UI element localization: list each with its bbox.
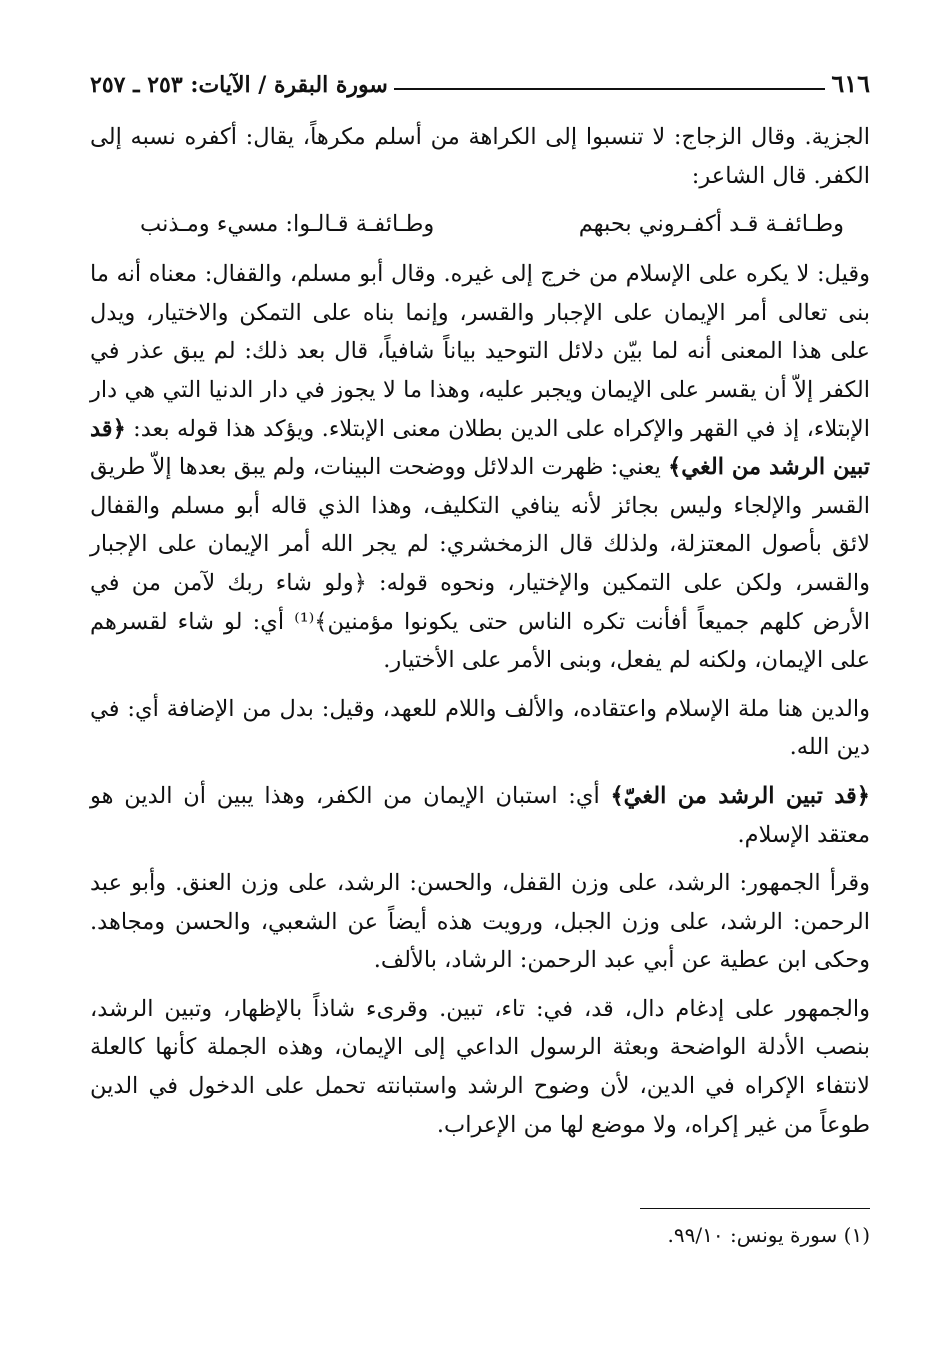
- verse-left-hemistich: وطـائفـة قـالـوا: مسيء ومـذنب: [140, 211, 435, 238]
- main-text: [90, 118, 870, 1154]
- paragraph-2-part-c: أي: لو شاء لقسرهم على الإيمان، ولكنه لم يفعل، وبنى الأمر على الأختيار.: [90, 608, 870, 674]
- header-rule: [394, 88, 825, 90]
- quran-quote-3: ﴿قد تبين الرشد من الغيّ﴾: [610, 782, 870, 809]
- paragraph-3: والدين هنا ملة الإسلام واعتقاده، والألف واللام للعهد، وقيل: بدل من الإضافة أي: في دين الله.: [90, 695, 870, 761]
- quran-quote-2: ﴿ولو شاء ربك لآمن من في الأرض كلهم جميعاً أفأنت تكره الناس حتى يكونوا مؤمنين﴾⁽¹⁾: [90, 569, 870, 635]
- quran-quote-1: ﴿قد تبين الرشد من الغي﴾: [90, 415, 870, 481]
- paragraph-6: والجمهور على إدغام دال، قد، في: تاء، تبين. وقرىء شاذاً بالإظهار، وتبين الرشد، بنصب الأدلة الواضحة وبعثة الرسول الداعي إلى الإيمان، وهذه الجملة كأنها كالعلة لانتفاء الإكراه في الدين، لأن وضوح الرشد واستبانته تحمل على الدخول في الدين طوعاً من غير إكراه، ولا موضع لها من الإعراب.: [90, 995, 870, 1138]
- running-title: سورة البقرة / الآيات: ٢٥٣ ـ ٢٥٧: [90, 72, 388, 98]
- page-header: [90, 64, 870, 98]
- footnote-rule: [640, 1208, 870, 1209]
- paragraph-2-part-b: يعني: ظهرت الدلائل ووضحت البينات، ولم يبق بعدها إلاّ طريق القسر والإلجاء وليس بجائز لأنه ينافي التكليف، وهذا الذي قاله أبو مسلم والقفال لائق بأصول المعتزلة، ولذلك قال الزمخشري: لم يجر الله أمر الإيمان على الإجبار والقسر، ولكن على التمكين والإختيار، ونحوه قوله:: [90, 454, 870, 596]
- paragraph-2: [90, 255, 870, 680]
- verse-right-hemistich: وطـائفـة قـد أكفـروني بحبهم: [578, 211, 844, 238]
- paragraph-1: الجزية. وقال الزجاج: لا تنسبوا إلى الكراهة من أسلم مكرهاً، يقال: أكفره نسبه إلى الكفر. قال الشاعر:: [90, 124, 870, 189]
- paragraph-4: [90, 777, 870, 854]
- poetry-verse: [90, 205, 870, 243]
- footnote: (١) سورة يونس: ٩٩/١٠.: [667, 1223, 870, 1247]
- paragraph-5: وقرأ الجمهور: الرشد، على وزن القفل، والحسن: الرشد، على وزن العنق. وأبو عبد الرحمن: الرشد، على وزن الجبل، ورويت هذه أيضاً عن الشعبي، والحسن ومجاهد. وحكى ابن عطية عن أبي عبد الرحمن: الرشاد، بالألف.: [90, 870, 870, 974]
- paragraph-4-text: أي: استبان الإيمان من الكفر، وهذا يبين أن الدين هو معتقد الإسلام.: [90, 782, 870, 848]
- paragraph-2-part-a: وقيل: لا يكره على الإسلام من خرج إلى غيره. وقال أبو مسلم، والقفال: معناه أنه ما بنى تعالى أمر الإيمان على الإجبار والقسر، وإنما بناه على التمكن والاختيار، ويدل على هذا المعنى أنه لما بيّن دلائل التوحيد بياناً شافياً، قال بعد ذلك: لم يبق عذر في الكفر إلاّ أن يقسر على الإيمان ويجبر عليه، وهذا ما لا يجوز في دار الدنيا التي هي دار الإبتلاء، إذ في القهر والإكراه على الدين بطلان معنى الإبتلاء. ويؤكد هذا قوله بعد:: [90, 261, 870, 442]
- page-number: ٦١٦: [831, 69, 870, 98]
